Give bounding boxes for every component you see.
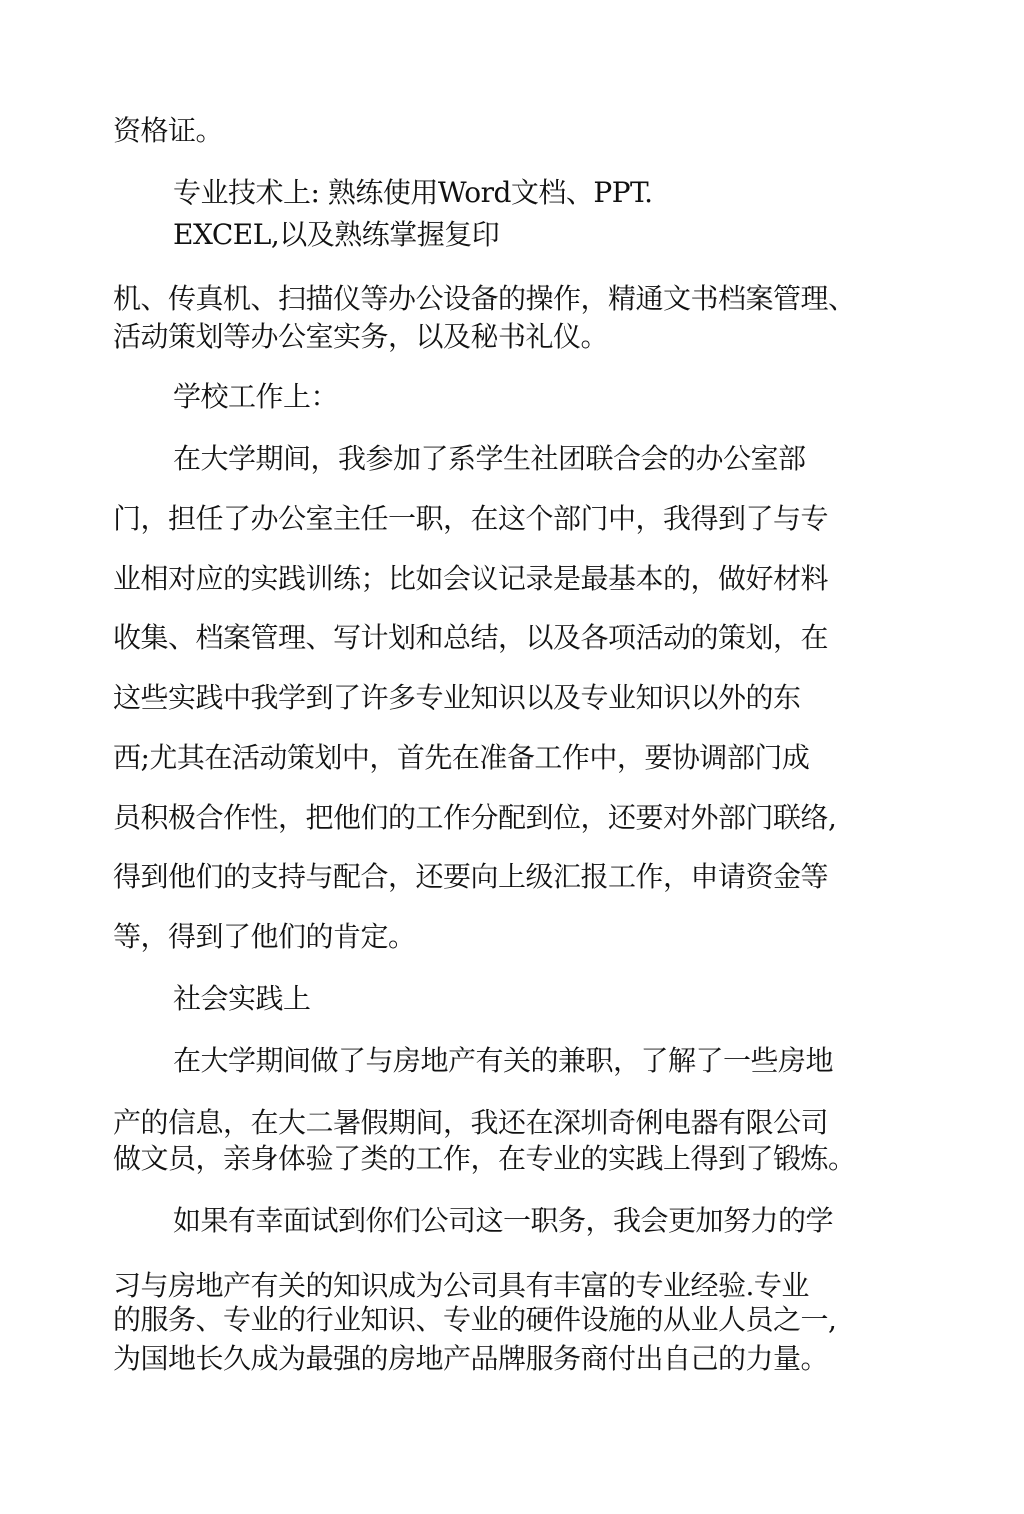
- text-line: 学校工作上：: [173, 380, 339, 413]
- text-line: 产的信息，在大二暑假期间，我还在深圳奇俐电器有限公司: [113, 1106, 829, 1139]
- text-line: 收集、档案管理、写计划和总结，以及各项活动的策划，在: [113, 621, 829, 654]
- text-line: 如果有幸面试到你们公司这一职务，我会更加努力的学: [173, 1204, 834, 1237]
- text-line: 这些实践中我学到了许多专业知识以及专业知识以外的东: [113, 681, 801, 714]
- text-line: 做文员，亲身体验了类的工作，在专业的实践上得到了锻炼。: [113, 1142, 856, 1175]
- text-line: 为国地长久成为最强的房地产品牌服务商付出自己的力量。: [113, 1342, 829, 1375]
- text-line: 机、传真机、扫描仪等办公设备的操作，精通文书档案管理、: [113, 282, 856, 315]
- text-line: 西;尤其在活动策划中，首先在准备工作中，要协调部门成: [113, 741, 810, 774]
- text-line: 资格证。: [113, 114, 224, 147]
- text-line: 专业技术上: 熟练使用Word文档、PPT.: [173, 176, 653, 209]
- text-line: 门，担任了办公室主任一职，在这个部门中，我得到了与专: [113, 502, 829, 535]
- text-line: EXCEL,以及熟练掌握复印: [173, 218, 500, 251]
- text-line: 在大学期间做了与房地产有关的兼职，了解了一些房地: [173, 1044, 834, 1077]
- text-line: 业相对应的实践训练；比如会议记录是最基本的，做好材料: [113, 562, 829, 595]
- text-line: 员积极合作性，把他们的工作分配到位，还要对外部门联络,: [113, 801, 837, 834]
- text-line: 的服务、专业的行业知识、专业的硬件设施的从业人员之一,: [113, 1303, 837, 1336]
- text-line: 等，得到了他们的肯定。: [113, 920, 416, 953]
- text-line: 活动策划等办公室实务，以及秘书礼仪。: [113, 320, 609, 353]
- text-line: 习与房地产有关的知识成为公司具有丰富的专业经验.专业: [113, 1269, 809, 1302]
- text-line: 社会实践上: [173, 982, 311, 1015]
- text-line: 在大学期间，我参加了系学生社团联合会的办公室部: [173, 442, 806, 475]
- text-line: 得到他们的支持与配合，还要向上级汇报工作，申请资金等: [113, 860, 829, 893]
